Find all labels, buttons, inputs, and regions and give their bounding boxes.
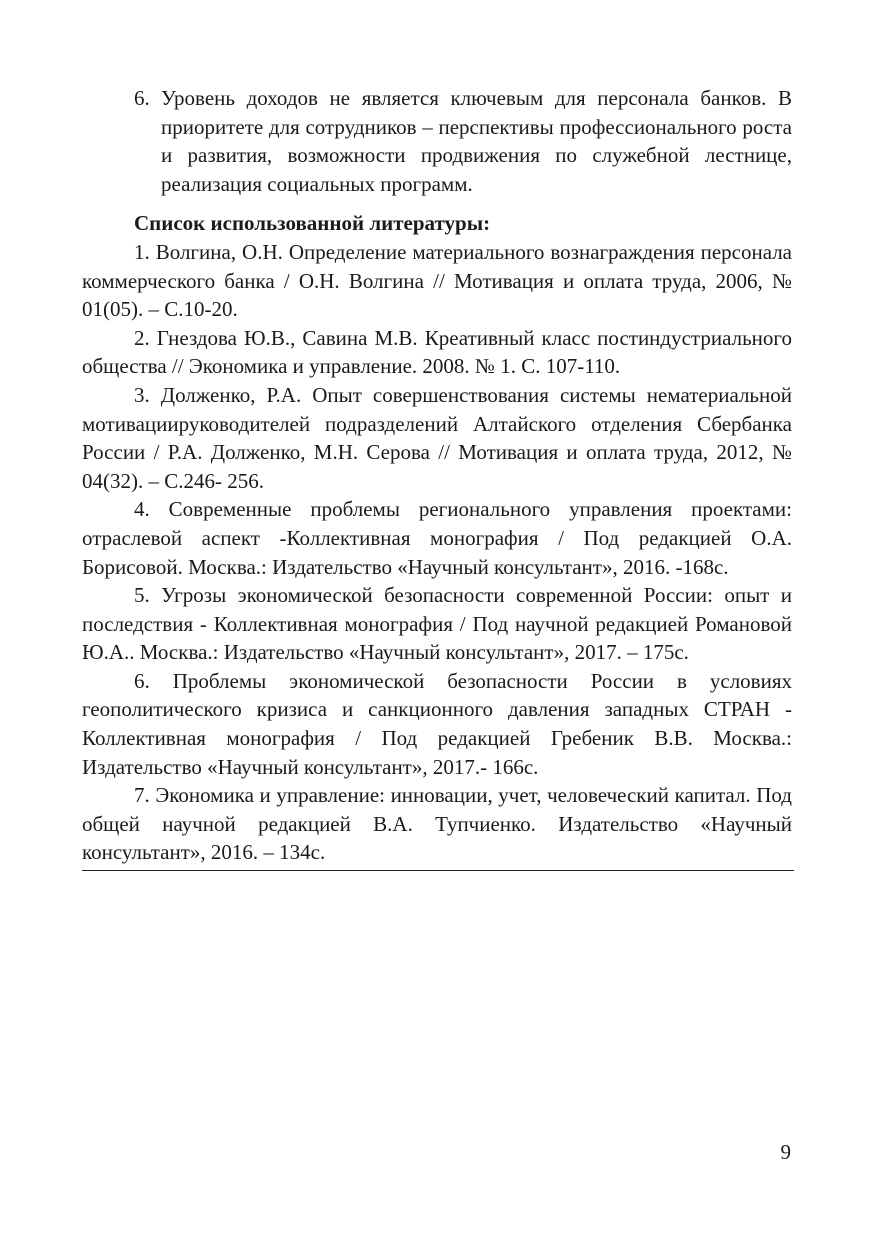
- references-divider: [82, 870, 794, 871]
- reference-item: 3. Долженко, Р.А. Опыт совершенствования системы нематериальной мотивациируководителей подразделений Алтайского отделения Сбербанка России / Р.А. Долженко, М.Н. Серова // Мотивация и оплата труда, 2012, № 04(32). – С.246- 256.: [82, 382, 792, 493]
- reference-item: 1. Волгина, О.Н. Определение материального вознаграждения персонала коммерческого банка / О.Н. Волгина // Мотивация и оплата труда, 2006, № 01(05). – С.10-20.: [82, 239, 792, 322]
- reference-item: 2. Гнездова Ю.В., Савина М.В. Креативный класс постиндустриального общества // Экономика и управление. 2008. № 1. С. 107-110.: [82, 325, 792, 379]
- references-heading: Список использованной литературы:: [134, 211, 491, 236]
- references-list: [82, 238, 792, 867]
- reference-item: 5. Угрозы экономической безопасности современной России: опыт и последствия - Коллективная монография / Под научной редакцией Романовой Ю.А.. Москва.: Издательство «Научный консультант», 2017. – 175с.: [82, 583, 792, 665]
- reference-item: 4. Современные проблемы регионального управления проектами: отраслевой аспект -Коллективная монография / Под редакцией О.А. Борисовой. Москва.: Издательство «Научный консультант», 2016. -168с.: [82, 497, 792, 579]
- reference-item: 7. Экономика и управление: инновации, учет, человеческий капитал. Под общей научной редакцией В.А. Тупчиенко. Издательство «Научный консультант», 2016. – 134с.: [82, 783, 792, 865]
- page-body: [82, 84, 792, 871]
- page-number: 9: [780, 1140, 791, 1164]
- conclusion-list-item: [134, 84, 792, 198]
- reference-item: 6. Проблемы экономической безопасности России в условиях геополитического кризиса и санкционного давления западных СТРАН - Коллективная монография / Под редакцией Гребеник В.В. Москва.: Издательство «Научный консультант», 2017.- 166с.: [82, 668, 792, 779]
- list-item-number: 6.: [134, 86, 150, 110]
- list-item-text: Уровень доходов не является ключевым для персонала банков. В приоритете для сотрудников – перспективы профессионального роста и развития, возможности продвижения по служебной лестнице, реализация социальных программ.: [161, 86, 792, 196]
